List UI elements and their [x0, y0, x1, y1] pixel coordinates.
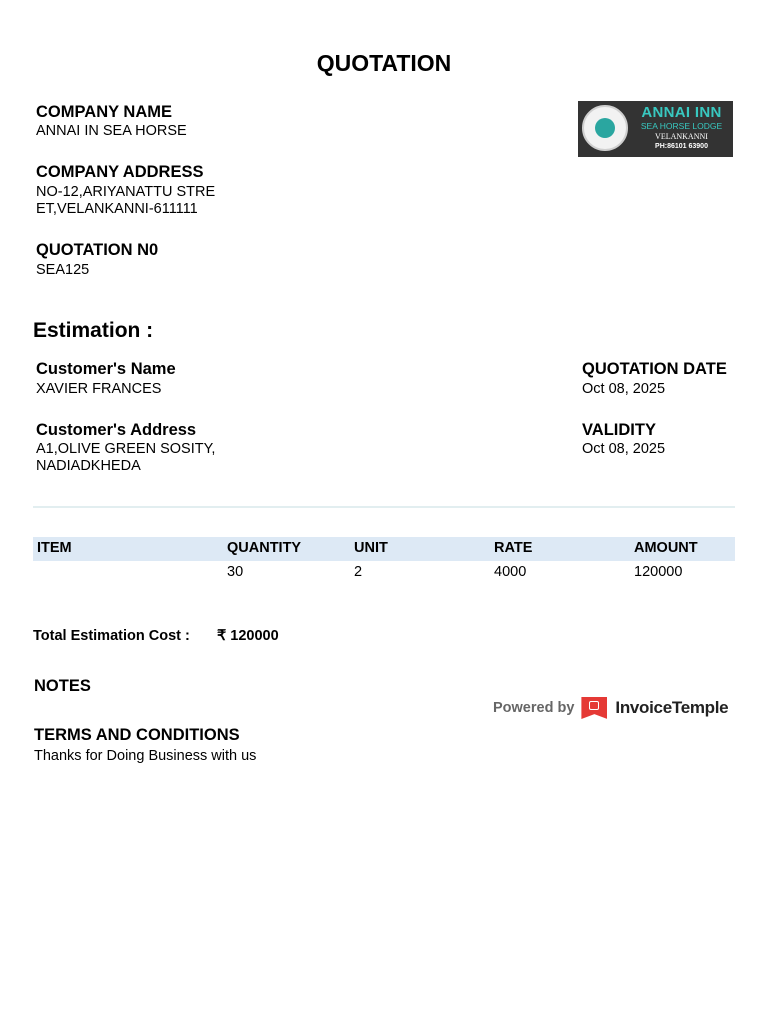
powered-by-badge[interactable] — [493, 696, 728, 720]
company-name: ANNAI IN SEA HORSE — [36, 123, 187, 139]
items-table-header — [33, 537, 735, 561]
logo-subtitle: SEA HORSE LODGE — [640, 121, 723, 131]
customer-name-label: Customer's Name — [36, 360, 176, 378]
total-estimation-label: Total Estimation Cost : — [33, 628, 190, 644]
estimation-heading: Estimation : — [33, 319, 154, 342]
company-address-line1: NO-12,ARIYANATTU STRE — [36, 184, 216, 200]
terms-label: TERMS AND CONDITIONS — [34, 726, 240, 744]
customer-address-line2: NADIADKHEDA — [36, 458, 141, 474]
cell-rate: 4000 — [494, 564, 527, 580]
quotation-date-label: QUOTATION DATE — [582, 360, 727, 378]
logo-name: ANNAI INN — [641, 104, 722, 121]
powered-by-text: Powered by — [493, 700, 575, 716]
company-logo — [578, 101, 733, 157]
company-address-label: COMPANY ADDRESS — [36, 163, 204, 181]
seahorse-seal-icon — [582, 105, 628, 151]
cell-amount: 120000 — [634, 564, 683, 580]
logo-city: VELANKANNI — [655, 132, 708, 141]
invoicetemple-logo-icon — [581, 697, 607, 719]
quotation-number: SEA125 — [36, 262, 90, 278]
notes-label: NOTES — [34, 677, 91, 695]
document-title: QUOTATION — [316, 50, 452, 76]
column-header-rate: RATE — [494, 540, 533, 556]
column-header-quantity: QUANTITY — [227, 540, 302, 556]
customer-address-line1: A1,OLIVE GREEN SOSITY, — [36, 441, 216, 457]
validity-label: VALIDITY — [582, 421, 656, 439]
quotation-date: Oct 08, 2025 — [582, 381, 666, 397]
customer-address-label: Customer's Address — [36, 421, 197, 439]
column-header-unit: UNIT — [354, 540, 388, 556]
column-header-item: ITEM — [37, 540, 72, 556]
customer-name: XAVIER FRANCES — [36, 381, 162, 397]
quotation-number-label: QUOTATION N0 — [36, 241, 159, 259]
company-address-line2: ET,VELANKANNI-611111 — [36, 201, 198, 217]
total-estimation-value: ₹ 120000 — [217, 628, 279, 644]
cell-quantity: 30 — [227, 564, 244, 580]
section-divider — [33, 506, 735, 508]
column-header-amount: AMOUNT — [634, 540, 698, 556]
logo-phone: PH:86101 63900 — [655, 143, 708, 150]
company-name-label: COMPANY NAME — [36, 103, 172, 121]
invoicetemple-brand: InvoiceTemple — [615, 698, 729, 717]
validity-date: Oct 08, 2025 — [582, 441, 666, 457]
cell-unit: 2 — [354, 564, 363, 580]
terms-text: Thanks for Doing Business with us — [34, 748, 257, 764]
